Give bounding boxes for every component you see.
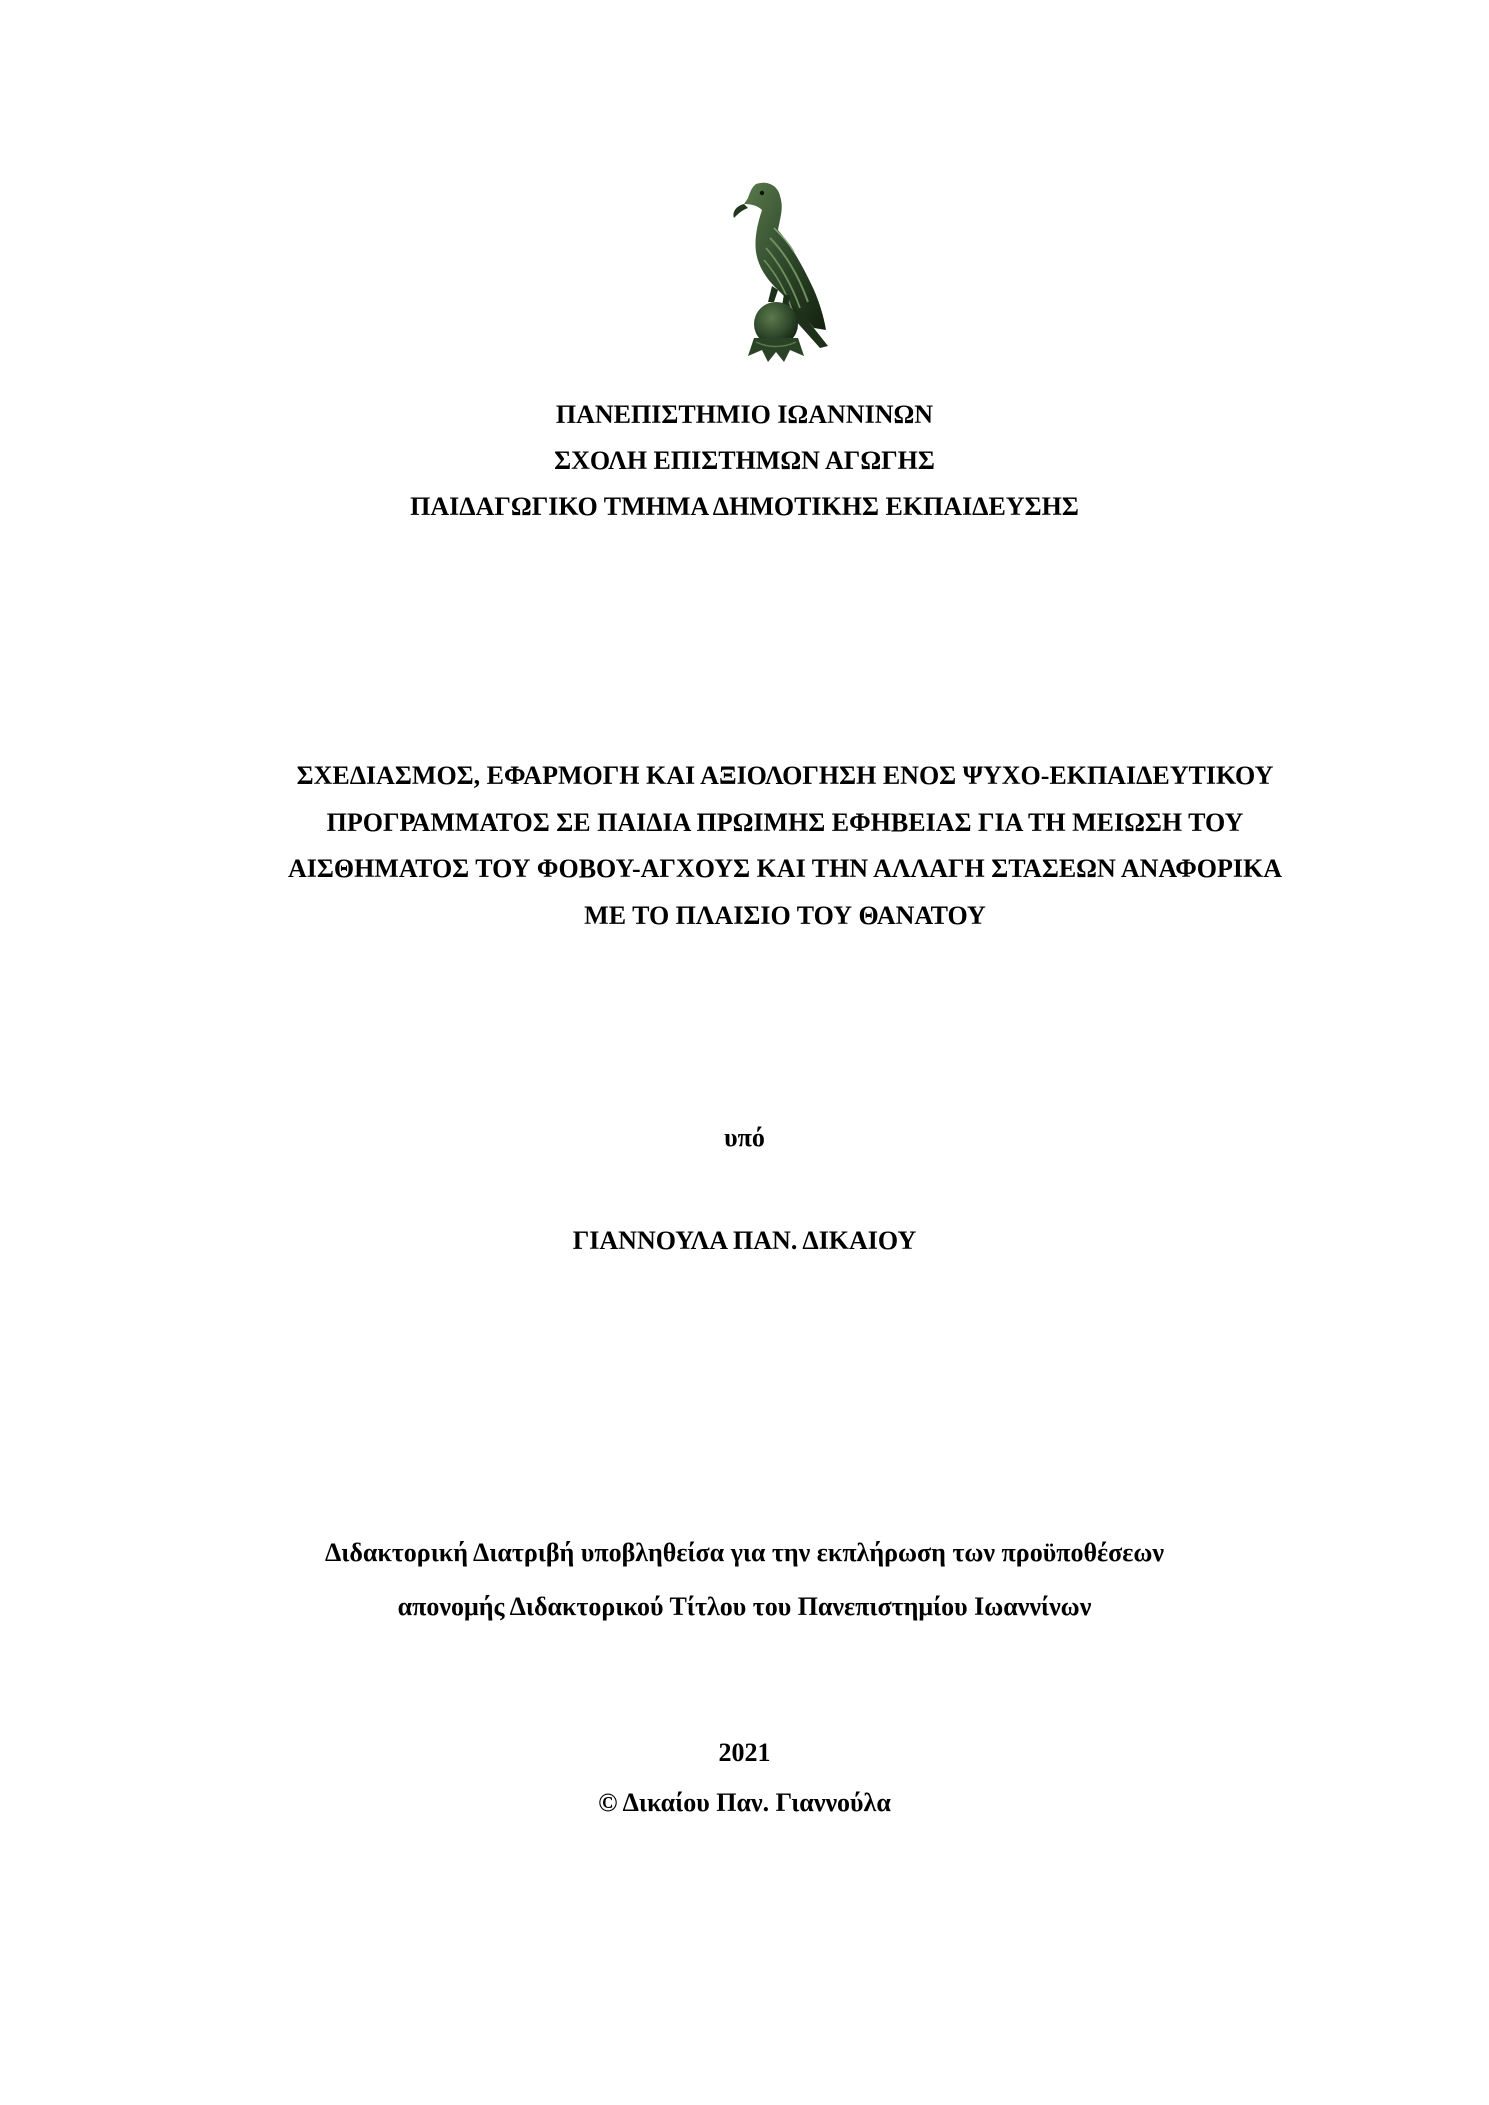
title-line: ΜΕ ΤΟ ΠΛΑΙΣΙΟ ΤΟΥ ΘΑΝΑΤΟΥ: [584, 900, 986, 930]
title-line: ΣΧΕΔΙΑΣΜΟΣ, ΕΦΑΡΜΟΓΗ ΚΑΙ ΑΞΙΟΛΟΓΗΣΗ ΕΝΟΣ ΨΥΧΟ-ΕΚΠΑΙΔΕΥΤΙΚΟΥ: [296, 761, 1274, 790]
copyright-notice: © Δικαίου Παν. Γιαννούλα: [598, 1788, 891, 1817]
submission-statement: [0, 1526, 1489, 1634]
school-name: ΣΧΟΛΗ ΕΠΙΣΤΗΜΩΝ ΑΓΩΓΗΣ: [554, 446, 935, 475]
by-label: υπό: [724, 1123, 765, 1152]
eagle-emblem-icon: [728, 178, 838, 364]
author-name: ΓΙΑΝΝΟΥΛΑ ΠΑΝ. ΔΙΚΑΙΟΥ: [572, 1226, 917, 1255]
year: 2021: [718, 1738, 771, 1767]
title-line: ΑΙΣΘΗΜΑΤΟΣ ΤΟΥ ΦΟΒΟΥ-ΑΓΧΟΥΣ ΚΑΙ ΤΗΝ ΑΛΛΑΓΗ ΣΤΑΣΕΩΝ ΑΝΑΦΟΡΙΚΑ: [287, 854, 1283, 883]
submission-line: απονομής Διδακτορικού Τίτλου του Πανεπιστημίου Ιωαννίνων: [397, 1592, 1092, 1621]
department-name: ΠΑΙΔΑΓΩΓΙΚΟ ΤΜΗΜΑ ΔΗΜΟΤΙΚΗΣ ΕΚΠΑΙΔΕΥΣΗΣ: [410, 492, 1079, 521]
title-line: ΠΡΟΓΡΑΜΜΑΤΟΣ ΣΕ ΠΑΙΔΙΑ ΠΡΩΙΜΗΣ ΕΦΗΒΕΙΑΣ ΓΙΑ ΤΗ ΜΕΙΩΣΗ ΤΟΥ: [326, 807, 1244, 837]
institution-header: [0, 392, 1489, 530]
submission-line: Διδακτορική Διατριβή υποβληθείσα για την εκπλήρωση των προϋποθέσεων: [325, 1538, 1164, 1567]
university-name: ΠΑΝΕΠΙΣΤΗΜΙΟ ΙΩΑΝΝΙΝΩΝ: [555, 400, 934, 429]
thesis-title: [200, 753, 1370, 939]
